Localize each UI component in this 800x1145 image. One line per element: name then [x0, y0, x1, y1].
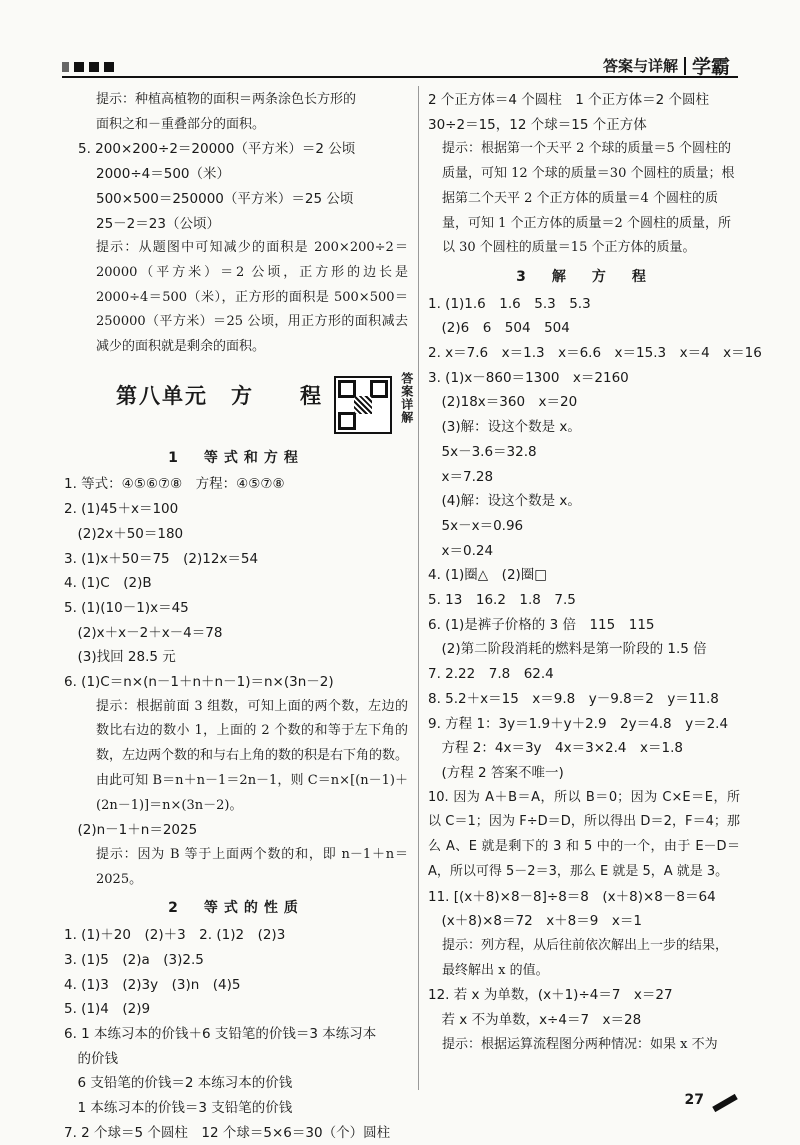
pencil-icon	[712, 1094, 738, 1112]
answer-line: 提示：从题图中可知减少的面积是 200×200÷2＝20000（平方米）＝2 公顷，正方形的边长是 2000÷4＝500（米），正方形的面积是 500×500＝250000（平方米）＝25 公顷，用正方形的面积减去减少的面积就是剩余的面积。	[96, 240, 408, 355]
section-1-answers	[64, 472, 408, 694]
answer-line: 1. 等式：④⑤⑥⑦⑧ 方程：④⑤⑦⑧	[64, 476, 285, 493]
answer-line: 1 本练习本的价钱＝3 支铅笔的价钱	[64, 1100, 293, 1117]
header-title: 答案与详解	[602, 57, 678, 75]
answer-line: 3. (1)5 (2)a (3)2.5	[64, 951, 204, 968]
answer-line: 25－2＝23（公顷）	[96, 215, 220, 232]
header-rule	[62, 76, 738, 78]
answer-line: 12. 若 x 为单数，(x＋1)÷4＝7 x＝27	[428, 987, 673, 1004]
answer-line: 4. (1)圈△ (2)圈□	[428, 567, 548, 584]
answer-line: (2)x＋x－2＋x－4＝78	[64, 624, 223, 641]
answer-line: (2)6 6 504 504	[428, 320, 570, 337]
answer-line: 7. 2 个球＝5 个圆柱 12 个球＝5×6＝30（个）圆柱	[64, 1124, 391, 1141]
answer-line: 2000÷4＝500（米）	[96, 166, 231, 183]
page-number: 27	[684, 1092, 704, 1108]
answer-line: 2. (1)45＋x＝100	[64, 501, 179, 518]
answer-line: 2 个正方体＝4 个圆柱 1 个正方体＝2 个圆柱	[428, 92, 710, 108]
answer-line: 6 支铅笔的价钱＝2 本练习本的价钱	[64, 1075, 293, 1092]
answer-line: 5. (1)(10－1)x＝45	[64, 599, 189, 616]
answer-line: 1. (1)＋20 (2)＋3 2. (1)2 (2)3	[64, 927, 286, 944]
answer-line: 5x－3.6＝32.8	[428, 443, 537, 460]
answer-line: 5. 200×200÷2＝20000（平方米）＝2 公顷	[78, 141, 356, 158]
section-1-title: 1 等式和方程	[168, 449, 304, 466]
qr-code-icon[interactable]	[334, 376, 392, 434]
unit-heading	[64, 370, 414, 442]
right-top-tip: 提示：根据第一个天平 2 个球的质量＝5 个圆柱的质量，可知 12 个球的质量＝30 个圆柱的质量；根据第二个天平 2 个正方体的质量＝4 个圆柱的质量，可知 1 个正方体的质量＝2 个圆柱的质量，所以 30 个圆柱的质量＝15 个正方体的质量。	[442, 141, 735, 256]
answer-line: x＝0.24	[428, 542, 494, 559]
answer-line: (x＋8)×8＝72 x＋8＝9 x＝1	[428, 913, 642, 930]
answer-line: 若 x 不为单数，x÷4＝7 x＝28	[428, 1012, 642, 1029]
left-top-block	[64, 88, 408, 360]
section-1-tip-2: 提示：因为 B 等于上面两个数的和，即 n－1＋n＝2025。	[96, 846, 408, 887]
answer-line: 4. (1)C (2)B	[64, 575, 152, 592]
answer-line: 5x－x＝0.96	[428, 517, 524, 534]
answer-line: 方程 2：4x＝3y 4x＝3×2.4 x＝1.8	[428, 740, 683, 757]
answer-line: (方程 2 答案不唯一)	[428, 764, 564, 781]
answer-line: 7. 2.22 7.8 62.4	[428, 666, 554, 683]
answer-line: 8. 5.2＋x＝15 x＝9.8 y－9.8＝2 y＝11.8	[428, 690, 719, 707]
header-decoration	[62, 62, 114, 72]
answer-line: 500×500＝250000（平方米）＝25 公顷	[96, 190, 354, 207]
answer-line: 9. 方程 1：3y＝1.9＋y＋2.9 2y＝4.8 y＝2.4	[428, 715, 729, 732]
header-brand-logo: 学霸	[691, 56, 730, 78]
right-top-block	[428, 88, 740, 137]
header-divider	[684, 57, 686, 75]
answer-line: 1. (1)1.6 1.6 5.3 5.3	[428, 295, 591, 312]
question-12	[428, 983, 740, 1032]
question-12-tip: 提示：根据运算流程图分两种情况：如果 x 不为	[442, 1036, 718, 1052]
answer-line: 6. (1)是裤子价格的 3 倍 115 115	[428, 616, 655, 633]
header-right	[603, 52, 730, 79]
answer-line: (2)18x＝360 x＝20	[428, 394, 578, 411]
answer-line: 11. [(x＋8)×8－8]÷8＝8 (x＋8)×8－8＝64	[428, 888, 716, 905]
column-divider	[418, 86, 419, 1090]
answer-line: 30÷2＝15，12 个球＝15 个正方体	[428, 116, 647, 133]
answer-line: 面积之和－重叠部分的面积。	[96, 116, 266, 132]
section-1-line: (2)n－1＋n＝2025	[64, 822, 198, 839]
answer-line: 6. 1 本练习本的价钱＋6 支铅笔的价钱＝3 本练习本	[64, 1025, 377, 1042]
answer-line: (2)2x＋50＝180	[64, 525, 184, 542]
answer-line: 的价钱	[64, 1050, 118, 1067]
answer-line: 5. 13 16.2 1.8 7.5	[428, 592, 576, 609]
right-column	[428, 88, 762, 1057]
answer-line: x＝7.28	[428, 468, 494, 485]
question-11-tip: 提示：列方程，从后往前依次解出上一步的结果，最终解出 x 的值。	[442, 937, 729, 978]
answer-line: (3)解：设这个数是 x。	[428, 419, 581, 436]
left-column	[64, 88, 414, 1145]
qr-label: 答案详解	[399, 371, 414, 424]
answer-line: 提示：种植高植物的面积＝两条涂色长方形的	[96, 92, 357, 107]
section-3-title: 3 解 方 程	[516, 268, 652, 285]
answer-line: 4. (1)3 (2)3y (3)n (4)5	[64, 976, 241, 993]
answer-line: (3)找回 28.5 元	[64, 649, 176, 666]
unit-title: 第八单元 方 程	[116, 383, 323, 408]
section-2-title: 2 等式的性质	[168, 900, 304, 917]
answer-line: (4)解：设这个数是 x。	[428, 493, 581, 510]
answer-line: 5. (1)4 (2)9	[64, 1001, 151, 1018]
answer-line: 3. (1)x＋50＝75 (2)12x＝54	[64, 550, 259, 567]
question-11	[428, 885, 740, 934]
section-2-answers	[64, 923, 408, 1145]
answer-line: 3. (1)x－860＝1300 x＝2160	[428, 369, 629, 386]
answer-line: 6. (1)C＝n×(n－1＋n＋n－1)＝n×(3n－2)	[64, 674, 334, 691]
question-10: 10. 因为 A＋B＝A，所以 B＝0；因为 C×E＝E，所以 C＝1；因为 F÷D＝D，所以得出 D＝2，F＝4；那么 A、E 就是剩下的 3 和 5 中的一个，由于 E－D＝A，所以可得 5－2＝3，那么 E 就是 5，A 就是 3。	[428, 789, 740, 879]
answer-line: (2)第二阶段消耗的燃料是第一阶段的 1.5 倍	[428, 641, 707, 658]
section-1-tip: 提示：根据前面 3 组数，可知上面的两个数，左边的数比右边的数小 1，上面的 2 个数的和等于左下角的数，左边两个数的和与右上角的数的积是右下角的数。由此可知 B＝n＋n－1＝2n－1，则 C＝n×[(n－1)＋(2n－1)]＝n×(3n－2)。	[96, 698, 409, 813]
section-3-answers	[428, 292, 762, 786]
answer-line: 2. x＝7.6 x＝1.3 x＝6.6 x＝15.3 x＝4 x＝16	[428, 345, 762, 362]
